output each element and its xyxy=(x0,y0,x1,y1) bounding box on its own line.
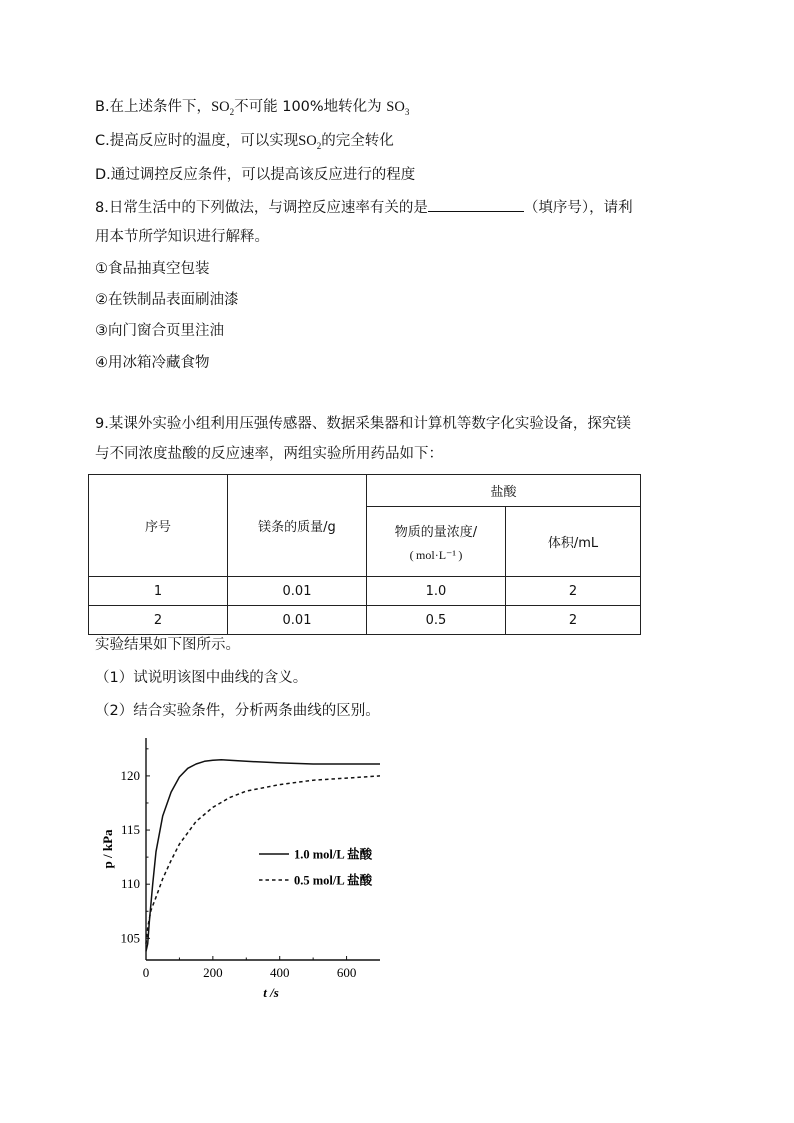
q8-item-2: ②在铁制品表面刷油漆 xyxy=(95,292,239,308)
answer-blank[interactable] xyxy=(428,196,524,212)
y-tick-label: 105 xyxy=(120,930,140,946)
y-tick-label: 120 xyxy=(120,767,140,783)
table-row: 1 0.01 1.0 2 xyxy=(89,577,641,606)
option-d: D.通过调控反应条件，可以提高该反应进行的程度 xyxy=(95,167,416,183)
option-c: C.提高反应时的温度，可以实现$SO_2$的完全转化 xyxy=(95,133,394,151)
header-concentration: 物质的量浓度/ ( mol·L⁻¹ ) xyxy=(367,507,506,577)
header-index: 序号 xyxy=(89,475,228,577)
q8-line2: 用本节所学知识进行解释。 xyxy=(95,229,269,245)
q8-line1: 8.日常生活中的下列做法，与调控反应速率有关的是 （填序号），请利 xyxy=(95,196,633,219)
y-tick-label: 115 xyxy=(120,822,140,838)
legend-label: 1.0 mol/L 盐酸 xyxy=(294,847,373,862)
x-tick-label: 400 xyxy=(269,965,290,980)
x-axis-label: t /s xyxy=(263,985,279,1000)
q8-item-3: ③向门窗合页里注油 xyxy=(95,323,224,339)
chart-axes xyxy=(100,738,380,1000)
x-tick-label: 600 xyxy=(336,965,357,980)
option-b: B.在上述条件下，$SO_2$不可能 100%地转化为 $SO_3$ xyxy=(95,99,410,117)
q8-item-4: ④用冰箱冷藏食物 xyxy=(95,355,210,371)
q9-sub1: （1）试说明该图中曲线的含义。 xyxy=(95,670,308,686)
q9-line1: 9.某课外实验小组利用压强传感器、数据采集器和计算机等数字化实验设备，探究镁 xyxy=(95,416,631,432)
q9-sub2: （2）结合实验条件，分析两条曲线的区别。 xyxy=(95,703,380,719)
q8-item-1: ①食品抽真空包装 xyxy=(95,261,210,277)
y-tick-label: 110 xyxy=(120,876,140,892)
formula-so2: $SO_2$ xyxy=(298,133,322,151)
y-axis-label: p / kPa xyxy=(100,829,115,869)
pressure-time-chart xyxy=(96,728,396,1008)
reagent-table xyxy=(88,474,641,635)
chart-legend xyxy=(259,847,373,888)
x-tick-label: 0 xyxy=(142,965,150,980)
q9-result: 实验结果如下图所示。 xyxy=(95,637,240,653)
header-acid: 盐酸 xyxy=(367,475,641,507)
header-mass: 镁条的质量/g xyxy=(228,475,367,577)
x-tick-label: 200 xyxy=(203,965,223,980)
formula-so3: $SO_3$ xyxy=(386,99,410,117)
legend-label: 0.5 mol/L 盐酸 xyxy=(294,873,373,888)
header-volume: 体积/mL xyxy=(506,507,641,577)
q9-line2: 与不同浓度盐酸的反应速率，两组实验所用药品如下： xyxy=(95,446,443,462)
table-row: 2 0.01 0.5 2 xyxy=(89,606,641,635)
formula-so2: $SO_2$ xyxy=(211,99,235,117)
header-concentration-unit: ( mol·L⁻¹ ) xyxy=(409,547,463,562)
